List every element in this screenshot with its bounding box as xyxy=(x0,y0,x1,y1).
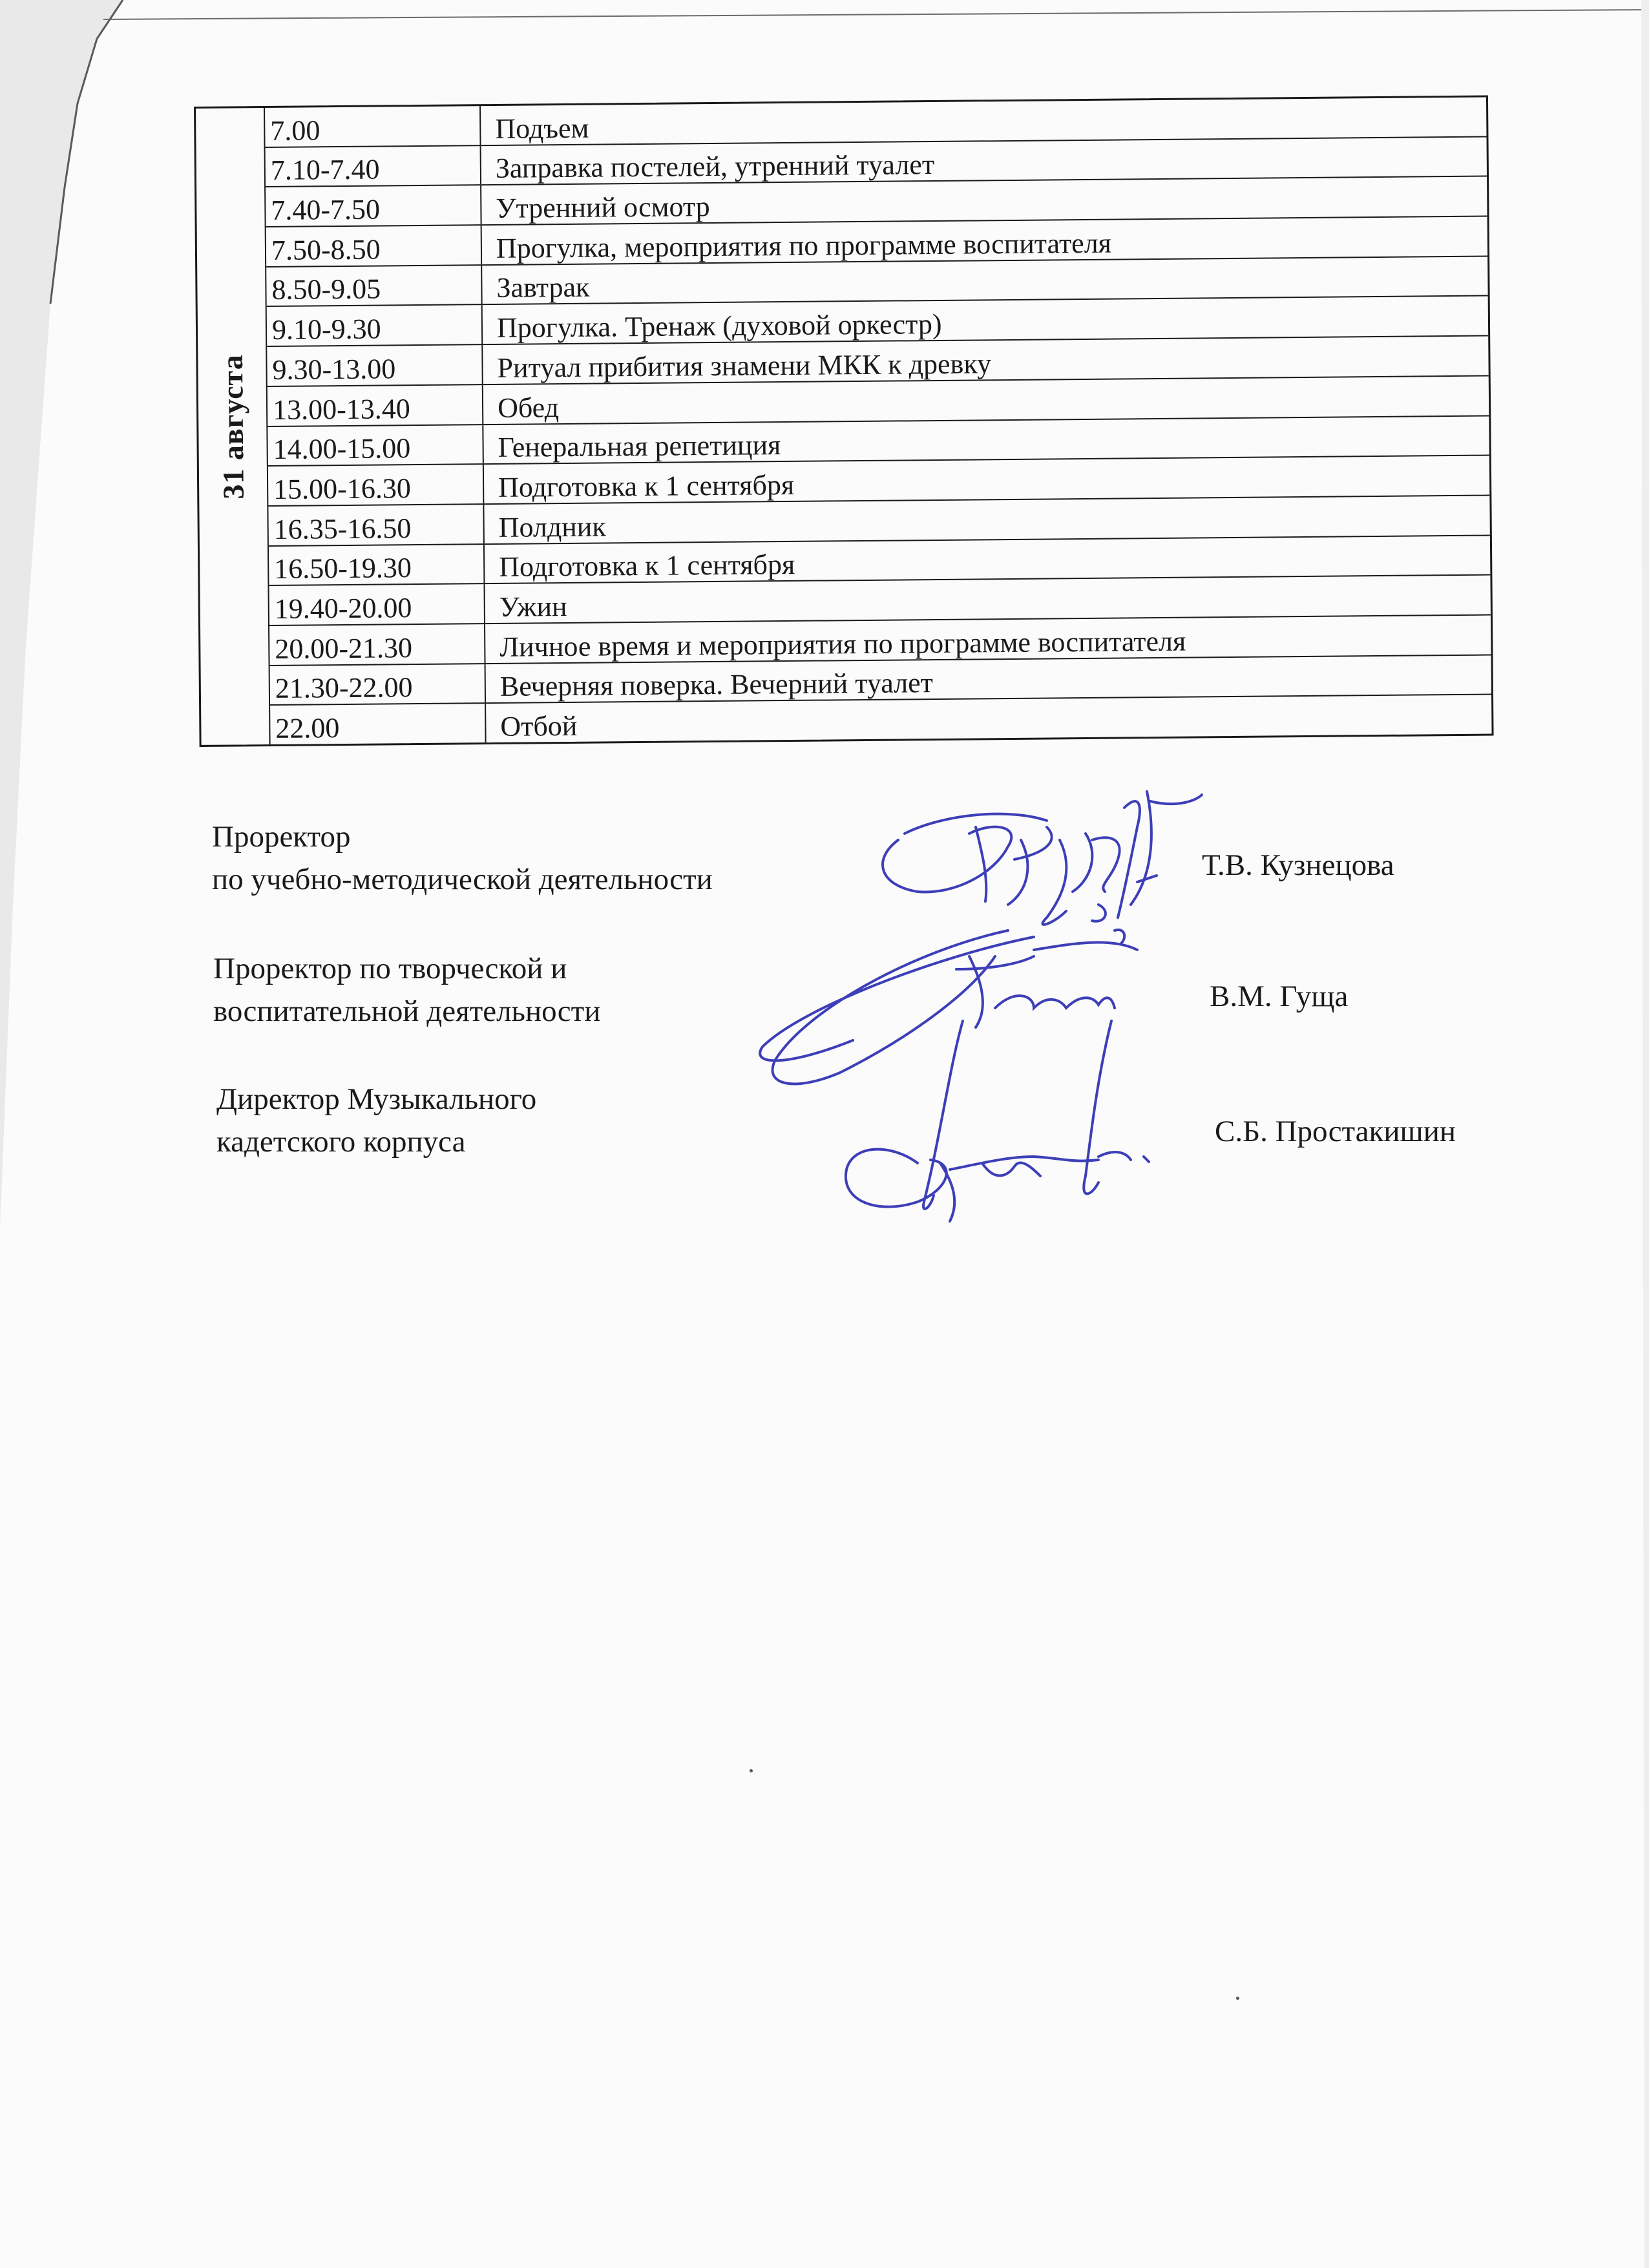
row-activity: Подготовка к 1 сентября xyxy=(499,549,795,583)
signature-gushcha xyxy=(760,930,1137,1084)
row-activity: Полдник xyxy=(498,510,606,543)
signatory-1-title xyxy=(212,815,713,901)
row-time: 16.50-19.30 xyxy=(269,545,485,585)
row-time: 21.30-22.00 xyxy=(270,664,487,705)
row-activity: Подъем xyxy=(495,112,589,145)
row-time: 14.00-15.00 xyxy=(268,425,484,466)
row-activity: Ужин xyxy=(499,590,567,623)
signatory-2-title xyxy=(213,947,600,1033)
row-activity: Подготовка к 1 сентября xyxy=(498,468,795,503)
signatory-3-title-line2: кадетского корпуса xyxy=(216,1125,466,1159)
row-time: 22.00 xyxy=(270,704,487,744)
signatory-3-name: С.Б. Простакишин xyxy=(1215,1115,1456,1148)
row-activity: Прогулка. Тренаж (духовой оркестр) xyxy=(496,308,942,344)
schedule-rows xyxy=(265,98,1492,744)
row-activity: Завтрак xyxy=(496,271,590,304)
schedule-table xyxy=(194,96,1494,747)
scan-speck xyxy=(1236,1997,1239,2000)
row-time: 9.10-9.30 xyxy=(267,306,483,346)
row-activity: Утренний осмотр xyxy=(496,191,710,224)
scan-speck xyxy=(750,1769,753,1772)
signatory-1-title-line2: по учебно-методической деятельности xyxy=(212,863,713,896)
day-label: 31 августа xyxy=(215,353,250,499)
row-time: 19.40-20.00 xyxy=(269,584,485,625)
row-time: 13.00-13.40 xyxy=(268,385,484,426)
row-activity: Генеральная репетиция xyxy=(498,429,781,464)
signatory-2-title-line1: Проректор по творческой и xyxy=(213,952,567,985)
row-time: 16.35-16.50 xyxy=(268,505,485,545)
row-time: 20.00-21.30 xyxy=(269,624,486,665)
row-activity: Обед xyxy=(497,391,560,424)
row-time: 7.10-7.40 xyxy=(266,146,482,187)
row-time: 15.00-16.30 xyxy=(268,465,485,505)
row-time: 7.50-8.50 xyxy=(266,226,483,266)
signatory-3-title xyxy=(216,1078,536,1163)
signatory-1-name: Т.В. Кузнецова xyxy=(1202,848,1394,882)
row-time: 9.30-13.00 xyxy=(267,345,483,386)
signatory-3-title-line1: Директор Музыкального xyxy=(216,1082,537,1116)
row-time: 7.40-7.50 xyxy=(266,185,482,226)
row-activity: Личное время и мероприятия по программе воспитателя xyxy=(499,625,1186,663)
row-activity: Вечерняя поверка. Вечерний туалет xyxy=(499,667,934,703)
signatory-1-title-line1: Проректор xyxy=(212,820,351,854)
day-column xyxy=(196,108,271,745)
row-activity: Отбой xyxy=(500,709,578,742)
row-activity: Ритуал прибития знамени МКК к древку xyxy=(497,348,992,384)
row-activity: Заправка постелей, утренний туалет xyxy=(495,149,935,185)
signatory-2-title-line2: воспитательной деятельности xyxy=(213,994,601,1028)
signature-kuznetsova xyxy=(883,792,1202,943)
row-time: 8.50-9.05 xyxy=(266,266,483,306)
row-time: 7.00 xyxy=(265,106,481,147)
signature-prostakishin xyxy=(846,1021,1149,1221)
row-activity: Прогулка, мероприятия по программе воспитателя xyxy=(496,227,1112,264)
signatory-2-name: В.М. Гуща xyxy=(1210,980,1349,1013)
